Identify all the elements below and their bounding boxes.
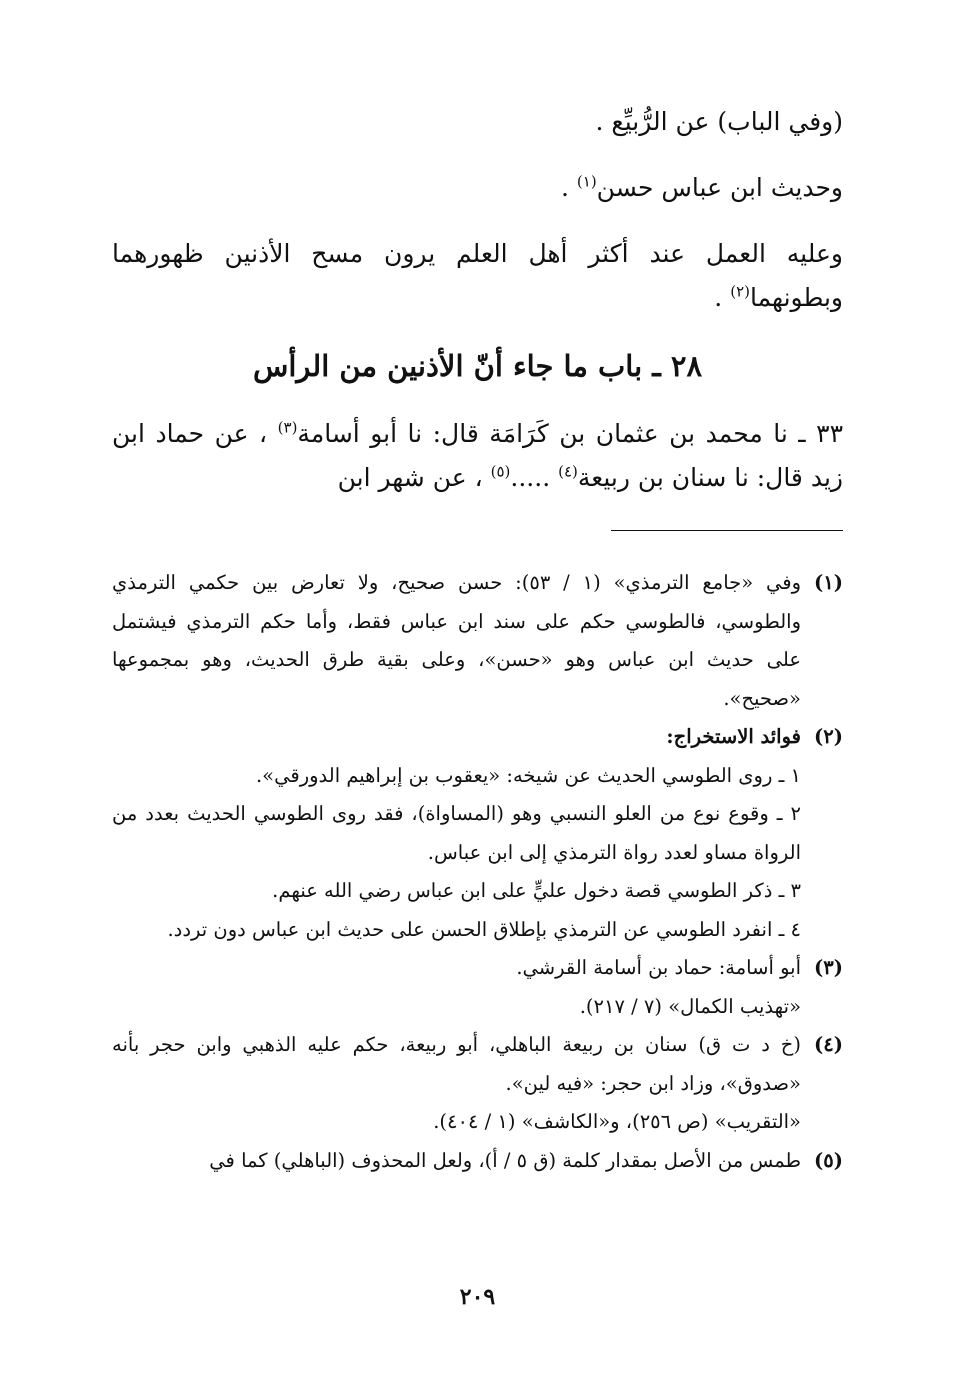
footnote-number: (٣) — [814, 956, 843, 979]
isnad-part-a: ٣٣ ـ نا محمد بن عثمان بن كَرَامَة قال: نا أبو أسامة — [297, 419, 843, 448]
footnote-title: فوائد الاستخراج: — [666, 725, 801, 748]
paragraph-end: . — [560, 173, 577, 202]
footnote-ref-2[interactable]: (٢) — [730, 282, 750, 301]
footnote-source: «تهذيب الكمال» (٧ / ٢١٧). — [579, 994, 801, 1018]
paragraph-text: وحديث ابن عباس حسن — [596, 173, 843, 202]
benefit-item-4: ٤ ـ انفرد الطوسي عن الترمذي بإطلاق الحسن على حديث ابن عباس دون تردد. — [167, 917, 801, 941]
footnote-ref-3[interactable]: (٣) — [277, 418, 298, 437]
footnote-2 — [112, 718, 843, 757]
footnote-ref-5[interactable]: (٥) — [490, 462, 511, 481]
benefit-item-2: ٢ ـ وقوع نوع من العلو النسبي وهو (المساواة)، فقد روى الطوسي الحديث بعدد من الرواة مساو لعدد رواة الترمذي إلى ابن عباس. — [112, 802, 801, 864]
footnote-ref-1[interactable]: (١) — [576, 172, 597, 191]
benefit-item-1: ١ ـ روى الطوسي الحديث عن شيخه: «يعقوب بن إبراهيم الدورقي». — [255, 763, 801, 787]
footnote-number: (١) — [814, 571, 843, 594]
chapter-heading: ٢٨ ـ باب ما جاء أنّ الأذنين من الرأس — [252, 349, 703, 383]
footnote-number: (٢) — [814, 725, 843, 748]
paragraph-practice — [112, 232, 843, 320]
isnad-part-d: ، عن شهر ابن — [337, 463, 491, 492]
paragraph-text: وعليه العمل عند أكثر أهل العلم يرون مسح الأذنين ظهورهما وبطونهما — [112, 239, 843, 312]
footnote-source: «التقريب» (ص ٢٥٦)، و«الكاشف» (١ / ٤٠٤). — [433, 1110, 801, 1133]
footnote-text: طمس من الأصل بمقدار كلمة (ق ٥ / أ)، ولعل المحذوف (الباهلي) كما في — [209, 1148, 801, 1172]
footnote-divider — [611, 530, 843, 531]
paragraph-hadith-grade — [112, 166, 843, 210]
benefit-item-3: ٣ ـ ذكر الطوسي قصة دخول عليٍّ على ابن عباس رضي الله عنهم. — [272, 879, 801, 902]
footnote-3 — [112, 949, 843, 988]
paragraph-bab: (وفي الباب) عن الرُّبيِّع . — [595, 107, 843, 136]
footnote-number: (٤) — [814, 1033, 843, 1056]
footnote-1 — [112, 564, 843, 718]
page-number: ٢٠٩ — [459, 1284, 496, 1310]
paragraph-end: . — [714, 283, 731, 312]
footnote-text: أبو أسامة: حماد بن أسامة القرشي. — [516, 956, 801, 979]
footnote-text: وفي «جامع الترمذي» (١ / ٥٣): حسن صحيح، ولا تعارض بين حكمي الترمذي والطوسي، فالطوسي حكم على سند ابن عباس فقط، وأما حكم الترمذي فيشتمل على حديث ابن عباس وهو «حسن»، وعلى بقية طرق الحديث، وهو بمجموعها «صحيح». — [112, 571, 802, 710]
footnote-5 — [112, 1142, 843, 1181]
paragraph-isnad — [112, 412, 843, 500]
main-text — [112, 100, 843, 522]
footnote-text: (خ د ت ق) سنان بن ربيعة الباهلي، أبو ربيعة، حكم عليه الذهبي وابن حجر بأنه «صدوق»، وزاد ابن حجر: «فيه لين». — [112, 1033, 801, 1095]
footnotes — [112, 564, 843, 1180]
isnad-part-c: ..... — [510, 463, 559, 492]
isnad-part-b: ، عن حماد ابن زيد قال: نا سنان بن ربيعة — [112, 419, 843, 492]
footnote-ref-4[interactable]: (٤) — [558, 462, 578, 481]
footnote-number: (٥) — [814, 1148, 843, 1172]
footnote-4 — [112, 1026, 843, 1103]
